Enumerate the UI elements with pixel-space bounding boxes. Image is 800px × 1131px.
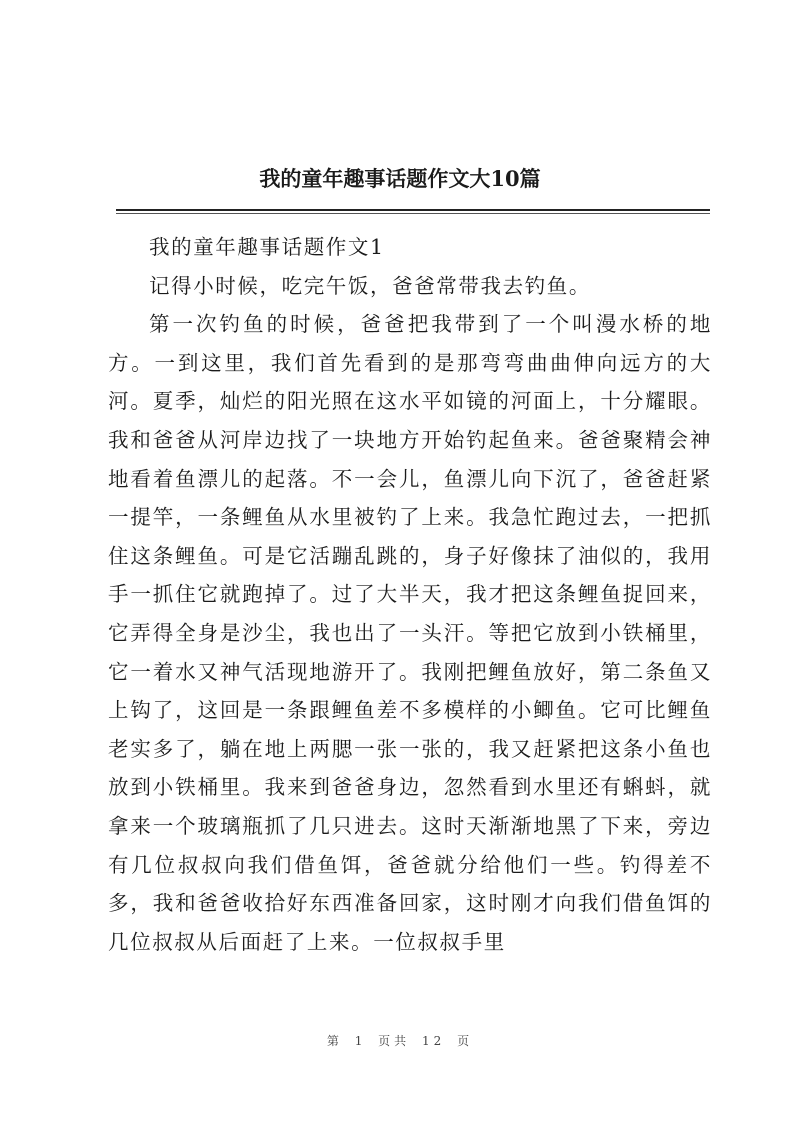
section-heading: 我的童年趣事话题作文1: [149, 235, 385, 259]
document-body: [108, 228, 712, 961]
title-divider: [116, 209, 710, 211]
footer-total-pages: 12: [422, 1034, 446, 1048]
title-divider-thin: [116, 213, 710, 214]
page-footer: [0, 1032, 800, 1049]
footer-prefix: 第: [326, 1034, 343, 1048]
footer-suffix: 页: [457, 1034, 474, 1048]
footer-page-number: 1: [354, 1034, 367, 1048]
paragraph: 第一次钓鱼的时候，爸爸把我带到了一个叫漫水桥的地方。一到这里，我们首先看到的是那弯弯曲曲伸向远方的大河。夏季，灿烂的阳光照在这水平如镜的河面上，十分耀眼。我和爸爸从河岸边找了一块地方开始钓起鱼来。爸爸聚精会神地看着鱼漂儿的起落。不一会儿，鱼漂儿向下沉了，爸爸赶紧一提竿，一条鲤鱼从水里被钓了上来。我急忙跑过去，一把抓住这条鲤鱼。可是它活蹦乱跳的，身子好像抹了油似的，我用手一抓住它就跑掉了。过了大半天，我才把这条鲤鱼捉回来，它弄得全身是沙尘，我也出了一头汗。等把它放到小铁桶里，它一着水又神气活现地游开了。我刚把鲤鱼放好，第二条鱼又上钩了，这回是一条跟鲤鱼差不多模样的小鲫鱼。它可比鲤鱼老实多了，躺在地上两腮一张一张的，我又赶紧把这条小鱼也放到小铁桶里。我来到爸爸身边，忽然看到水里还有蝌蚪，就拿来一个玻璃瓶抓了几只进去。这时天渐渐地黑了下来，旁边有几位叔叔向我们借鱼饵，爸爸就分给他们一些。钓得差不多，我和爸爸收拾好东西准备回家，这时刚才向我们借鱼饵的几位叔叔从后面赶了上来。一位叔叔手里: [108, 312, 712, 954]
document-title: 我的童年趣事话题作文大10篇: [259, 166, 541, 191]
footer-middle: 页共: [378, 1034, 411, 1048]
paragraph: 记得小时候，吃完午饭，爸爸常带我去钓鱼。: [149, 273, 591, 298]
